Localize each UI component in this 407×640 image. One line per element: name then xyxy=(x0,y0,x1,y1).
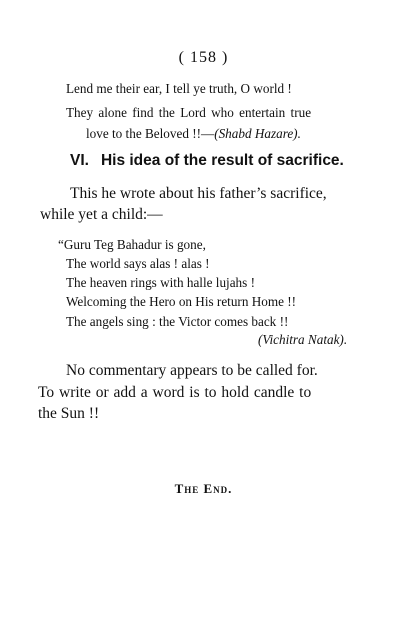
verse1-attribution: (Shabd Hazare). xyxy=(214,126,301,141)
verse1-line3 xyxy=(86,127,301,140)
verse2-line2: The world says alas ! alas ! xyxy=(66,256,210,271)
intro-line1: This he wrote about his father’s sacrifice, xyxy=(70,185,327,202)
section-number: VI. xyxy=(70,152,89,169)
verse1-line3-text: love to the Beloved !!— xyxy=(86,126,215,141)
verse2-line5: The angels sing : the Victor comes back !! xyxy=(66,314,289,329)
verse2-attribution: (Vichitra Natak). xyxy=(258,332,348,347)
page-number: ( 158 ) xyxy=(178,49,229,66)
verse1-line1: Lend me their ear, I tell ye truth, O world ! xyxy=(66,81,292,96)
verse2-line3: The heaven rings with halle lujahs ! xyxy=(66,275,255,290)
verse1-line2: They alone find the Lord who entertain true xyxy=(66,105,312,120)
conclusion-line3: the Sun !! xyxy=(38,405,100,422)
section-heading xyxy=(70,153,344,169)
intro-line2: while yet a child:— xyxy=(40,206,163,223)
verse2-line1: “Guru Teg Bahadur is gone, xyxy=(58,237,206,252)
section-title: His idea of the result of sacrifice. xyxy=(100,152,344,169)
conclusion-line2: To write or add a word is to hold candle to xyxy=(38,384,312,401)
verse2-line4: Welcoming the Hero on His return Home !! xyxy=(66,294,297,309)
the-end: The End. xyxy=(174,481,233,496)
conclusion-line1: No commentary appears to be called for. xyxy=(66,362,318,379)
